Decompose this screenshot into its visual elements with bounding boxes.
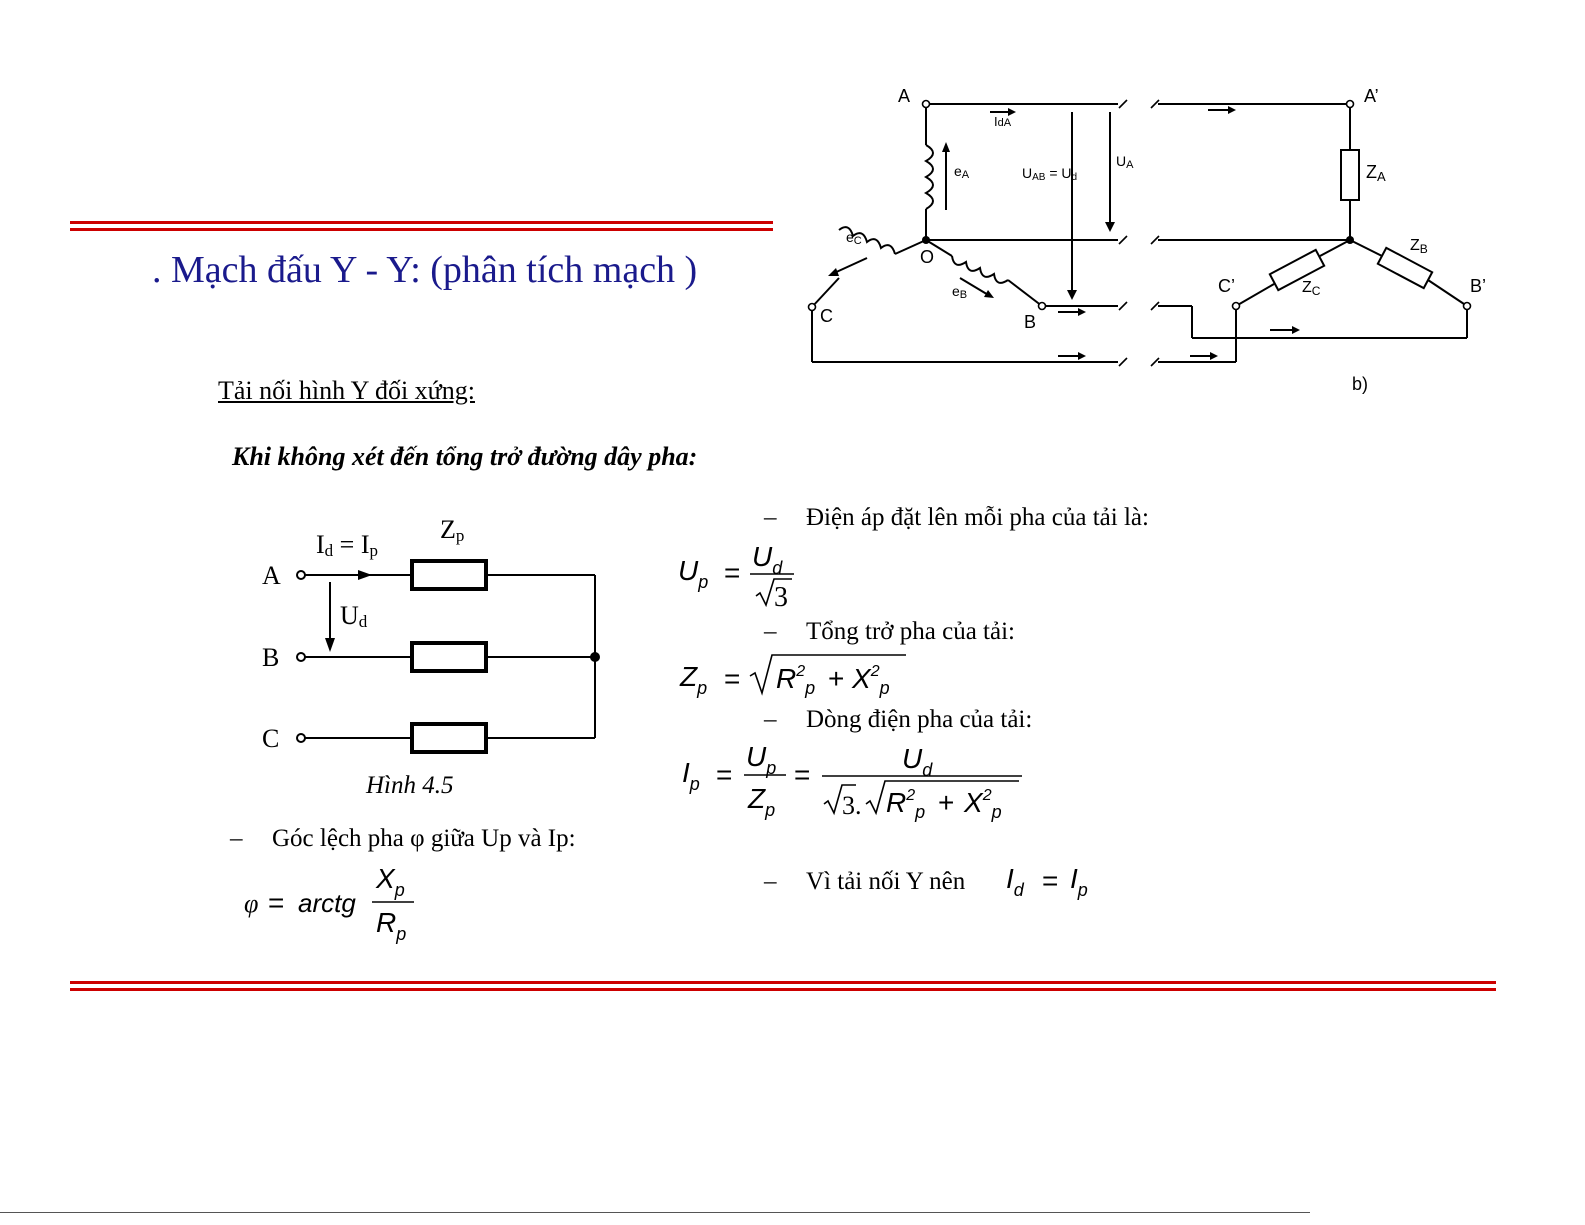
- svg-text:=: =: [716, 759, 733, 790]
- slide-title: . Mạch đấu Y - Y: (phân tích mạch ): [152, 249, 698, 291]
- figure-caption: Hình 4.5: [366, 772, 454, 799]
- svg-text:+: +: [938, 787, 955, 818]
- eC-label: eC: [846, 229, 862, 247]
- svg-text:=: =: [794, 759, 811, 790]
- bullet-angle: – Góc lệch pha φ giữa Up và Ip:: [230, 825, 576, 852]
- node-C-label: C: [820, 306, 833, 326]
- svg-text:Ip: $I_p$: [682, 757, 700, 794]
- svg-text:=: =: [268, 887, 285, 918]
- bullet-current: – Dòng điện pha của tải:: [764, 706, 1033, 733]
- bullet-impedance: – Tổng trở pha của tải:: [764, 618, 1015, 645]
- subtitle: Tải nối hình Y đối xứng:: [218, 376, 475, 405]
- svg-text:Up: $U_p$: [678, 555, 709, 592]
- svg-text:+: +: [828, 663, 845, 694]
- fig45-node-C: C: [262, 724, 280, 753]
- svg-text:Rp: $R_p$: [376, 907, 407, 944]
- formula-Ip: [682, 741, 1022, 822]
- fig45-node-A: A: [262, 561, 281, 590]
- UA-label: UA: [1116, 153, 1134, 171]
- fig45-voltage-label: Ud: [340, 601, 368, 631]
- figure-b-label: b): [1352, 374, 1369, 394]
- svg-text:3.: 3.: [842, 791, 862, 820]
- eA-label: eA: [954, 163, 970, 181]
- bullet-voltage: – Điện áp đặt lên mỗi pha của tải là:: [764, 504, 1149, 531]
- svg-text:Ud: $U_d$: [752, 541, 783, 578]
- svg-text:=: =: [1042, 865, 1059, 896]
- node-C2-label: C’: [1218, 276, 1235, 296]
- node-A-label: A: [898, 86, 911, 106]
- svg-text:=: =: [724, 557, 741, 588]
- fig45-current-label: Id = Ip: [316, 530, 378, 560]
- bullet-ycase: – Vì tải nối Y nên: [764, 868, 966, 895]
- svg-text:Up: $U_p$: [746, 741, 777, 778]
- svg-text:R2p: $R^2_p$: [776, 663, 816, 698]
- IdA-label: IdA: [994, 114, 1012, 129]
- node-B2-label: B’: [1470, 276, 1487, 296]
- svg-text:Id: $I_d$: [1006, 863, 1024, 900]
- svg-text:X2p: $X^2_p$: [852, 663, 890, 698]
- svg-text:Ud: $U_d$: [902, 743, 933, 780]
- svg-text:X2p: $X^2_p$: [964, 787, 1002, 822]
- formula-Up: [678, 541, 794, 613]
- ZC-label: ZC: [1302, 279, 1321, 298]
- svg-text:=: =: [724, 663, 741, 694]
- eB-label: eB: [952, 283, 968, 301]
- svg-text:Zp: $Z_p$: [748, 783, 776, 820]
- svg-text:3: 3: [774, 582, 788, 613]
- fig45-node-B: B: [262, 643, 280, 672]
- formula-Id: [1006, 863, 1088, 900]
- svg-text:arctg: arctg: [298, 888, 356, 918]
- ZB-label: ZB: [1410, 237, 1428, 256]
- node-B-label: B: [1024, 312, 1037, 332]
- UAB-label: UAB = Ud: [1022, 165, 1078, 183]
- fig45-impedance-label: Zp: [440, 515, 465, 545]
- svg-text:Ip: $I_p$: [1070, 863, 1088, 900]
- svg-text:φ: φ: [244, 889, 259, 918]
- condition-heading: Khi không xét đến tổng trở đường dây pha:: [232, 442, 698, 471]
- node-O-label: O: [920, 247, 935, 267]
- ZA-label: ZA: [1366, 162, 1386, 184]
- svg-text:Xp: $X_p$: [376, 863, 405, 900]
- formula-phi: [244, 863, 414, 944]
- formula-Zp: [679, 655, 906, 698]
- svg-text:Zp: $Z_p$: [680, 661, 708, 698]
- svg-text:R2p: $R^2_p$: [886, 787, 926, 822]
- node-A2-label: A’: [1364, 86, 1379, 106]
